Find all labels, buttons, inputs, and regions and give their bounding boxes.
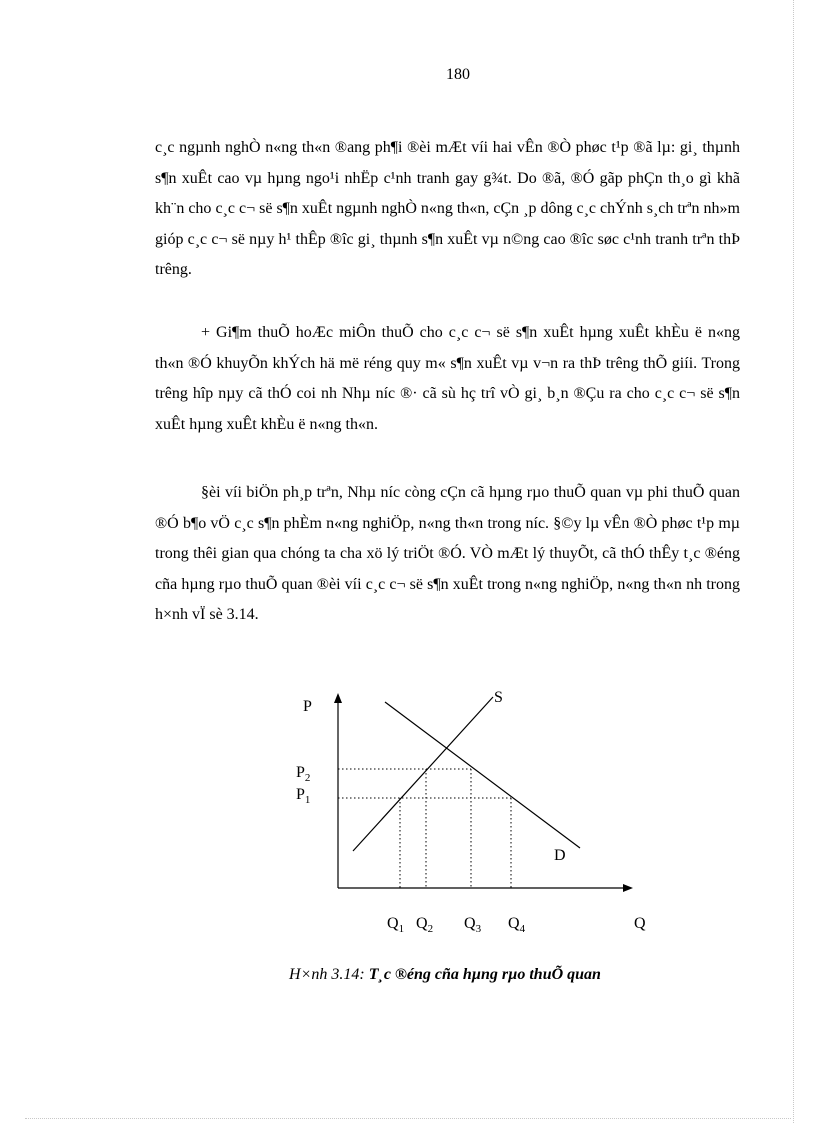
y-axis-arrow — [334, 693, 342, 703]
page-right-border — [793, 0, 794, 1123]
axis-y-label: P — [303, 698, 312, 715]
supply-demand-diagram — [290, 685, 670, 935]
p2-label — [296, 764, 310, 784]
supply-demand-figure — [290, 685, 670, 935]
paragraph-3 — [155, 478, 740, 631]
supply-label: S — [494, 689, 503, 706]
figure-caption — [0, 966, 816, 984]
paragraph-2 — [155, 318, 740, 440]
q2-label: $Q_2$ — [416, 915, 434, 935]
paragraph-1 — [155, 133, 740, 286]
paragraph-text: + Gi¶m thuÕ hoÆc miÔn thuÕ cho c¸c c¬ së s¶n xuÊt hµng xuÊt khÈu ë n«ng th«n ®Ó khuyÕn khÝch hä më réng quy m« s¶n xuÊt vµ v¬n ra thÞ trêng thÕ giíi. Trong trêng hîp nµy cã thÓ coi nh Nhµ níc ®· cã sù hç trî vÒ gi¸ b¸n ®Çu ra cho c¸c c¬ së s¶n xuÊt hµng xuÊt khÈu ë n«ng th«n. — [155, 324, 740, 433]
supply-curve — [353, 697, 493, 851]
page-bottom-border — [25, 1118, 791, 1119]
paragraph-text: c¸c ngµnh nghÒ n«ng th«n ®ang ph¶i ®èi mÆt víi hai vÊn ®Ò phøc t¹p ®ã lµ: gi¸ thµnh s¶n xuÊt cao vµ hµng ngo¹i nhËp c¹nh tranh gay g¾t. Do ®ã, ®Ó gãp phÇn th¸o gì khã kh¨n cho c¸c c¬ së s¶n xuÊt ngµnh nghÒ n«ng th«n, cÇn ¸p dông c¸c chÝnh s¸ch trªn nh»m gióp c¸c c¬ së nµy h¹ thÊp ®îc gi¸ thµnh s¶n xuÊt vµ n©ng cao ®îc søc c¹nh tranh trªn thÞ trêng. — [155, 139, 740, 278]
q4-label: $Q_4$ — [508, 915, 526, 935]
x-axis-arrow — [623, 884, 633, 892]
p1-subscript: 1 — [304, 794, 311, 806]
p2-letter: P — [296, 764, 305, 781]
demand-curve — [385, 702, 580, 848]
page-number: 180 — [446, 66, 470, 83]
p1-label — [296, 786, 310, 806]
axis-x-label: Q — [634, 915, 646, 932]
caption-title: T¸c ®éng cña hµng rµo thuÕ quan — [368, 966, 601, 983]
paragraph-text: §èi víi biÖn ph¸p trªn, Nhµ níc còng cÇn cã hµng rµo thuÕ quan vµ phi thuÕ quan ®Ó b¶o vÖ c¸c s¶n phÈm n«ng nghiÖp, n«ng th«n trong níc. §©y lµ vÊn ®Ò phøc t¹p mµ trong thêi gian qua chóng ta cha xö lý triÖt ®Ó. VÒ mÆt lý thuyÕt, cã thÓ thÊy t¸c ®éng cña hµng rµo thuÕ quan ®èi víi c¸c c¬ së s¶n xuÊt trong n«ng nghiÖp, n«ng th«n nh trong h×nh vÏ sè 3.14. — [155, 484, 740, 623]
q1-label: $Q_1$ — [387, 915, 405, 935]
p2-subscript: 2 — [304, 772, 311, 784]
caption-prefix: H×nh 3.14: — [289, 966, 369, 983]
p1-letter: P — [296, 786, 305, 803]
q3-label: $Q_3$ — [464, 915, 482, 935]
demand-label: D — [554, 847, 566, 864]
